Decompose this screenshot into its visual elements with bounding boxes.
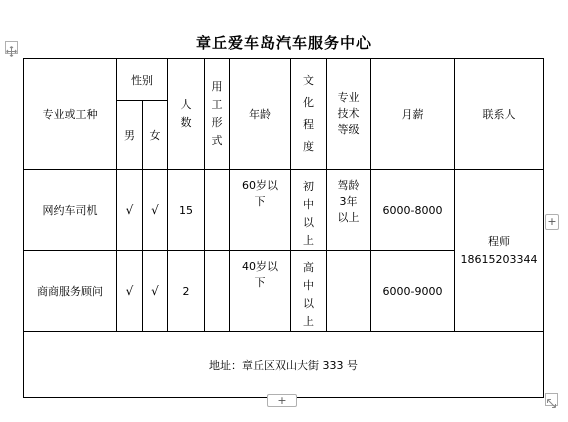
plus-icon: +	[547, 215, 557, 228]
move-arrows-icon	[6, 46, 17, 57]
header-contact: 联系人	[455, 59, 544, 170]
row-skill	[327, 251, 371, 332]
row-salary: 6000-9000	[371, 251, 455, 332]
header-female: 女	[143, 101, 168, 170]
contact-phone: 18615203344	[460, 252, 538, 266]
row-skill: 驾龄3年以上	[327, 170, 371, 251]
header-job: 专业或工种	[24, 59, 117, 170]
row-job: 网约车司机	[24, 170, 117, 251]
row-age: 60岁以下	[230, 170, 291, 251]
add-column-button[interactable]	[545, 214, 559, 230]
contact-cell	[455, 170, 544, 332]
contact-name: 程师	[488, 234, 510, 248]
address-cell: 地址：章丘区双山大街 333 号	[24, 332, 544, 398]
row-male-check: √	[117, 170, 143, 251]
table-move-handle[interactable]	[5, 41, 18, 54]
row-employment	[205, 170, 230, 251]
row-job: 商商服务顾问	[24, 251, 117, 332]
header-education: 文化程度	[291, 59, 327, 170]
header-salary: 月薪	[371, 59, 455, 170]
row-female-check: √	[143, 251, 168, 332]
recruitment-table	[23, 58, 544, 398]
row-salary: 6000-8000	[371, 170, 455, 251]
row-count: 15	[168, 170, 205, 251]
header-count: 人数	[168, 59, 205, 170]
add-row-button[interactable]	[267, 394, 297, 407]
header-skill: 专业技术等级	[327, 59, 371, 170]
plus-icon: +	[277, 394, 287, 407]
row-male-check: √	[117, 251, 143, 332]
row-education: 高中以上	[291, 251, 327, 332]
row-female-check: √	[143, 170, 168, 251]
header-male: 男	[117, 101, 143, 170]
header-gender: 性别	[117, 59, 168, 101]
table-row	[24, 170, 544, 251]
row-count: 2	[168, 251, 205, 332]
header-row-1	[24, 59, 544, 101]
header-employment: 用工形式	[205, 59, 230, 170]
resize-arrow-icon	[546, 398, 557, 409]
address-row	[24, 332, 544, 398]
row-age: 40岁以下	[230, 251, 291, 332]
document-title: 章丘爱车岛汽车服务中心	[195, 34, 372, 52]
row-education: 初中以上	[291, 170, 327, 251]
row-employment	[205, 251, 230, 332]
header-age: 年龄	[230, 59, 291, 170]
table-resize-handle[interactable]	[545, 393, 558, 406]
